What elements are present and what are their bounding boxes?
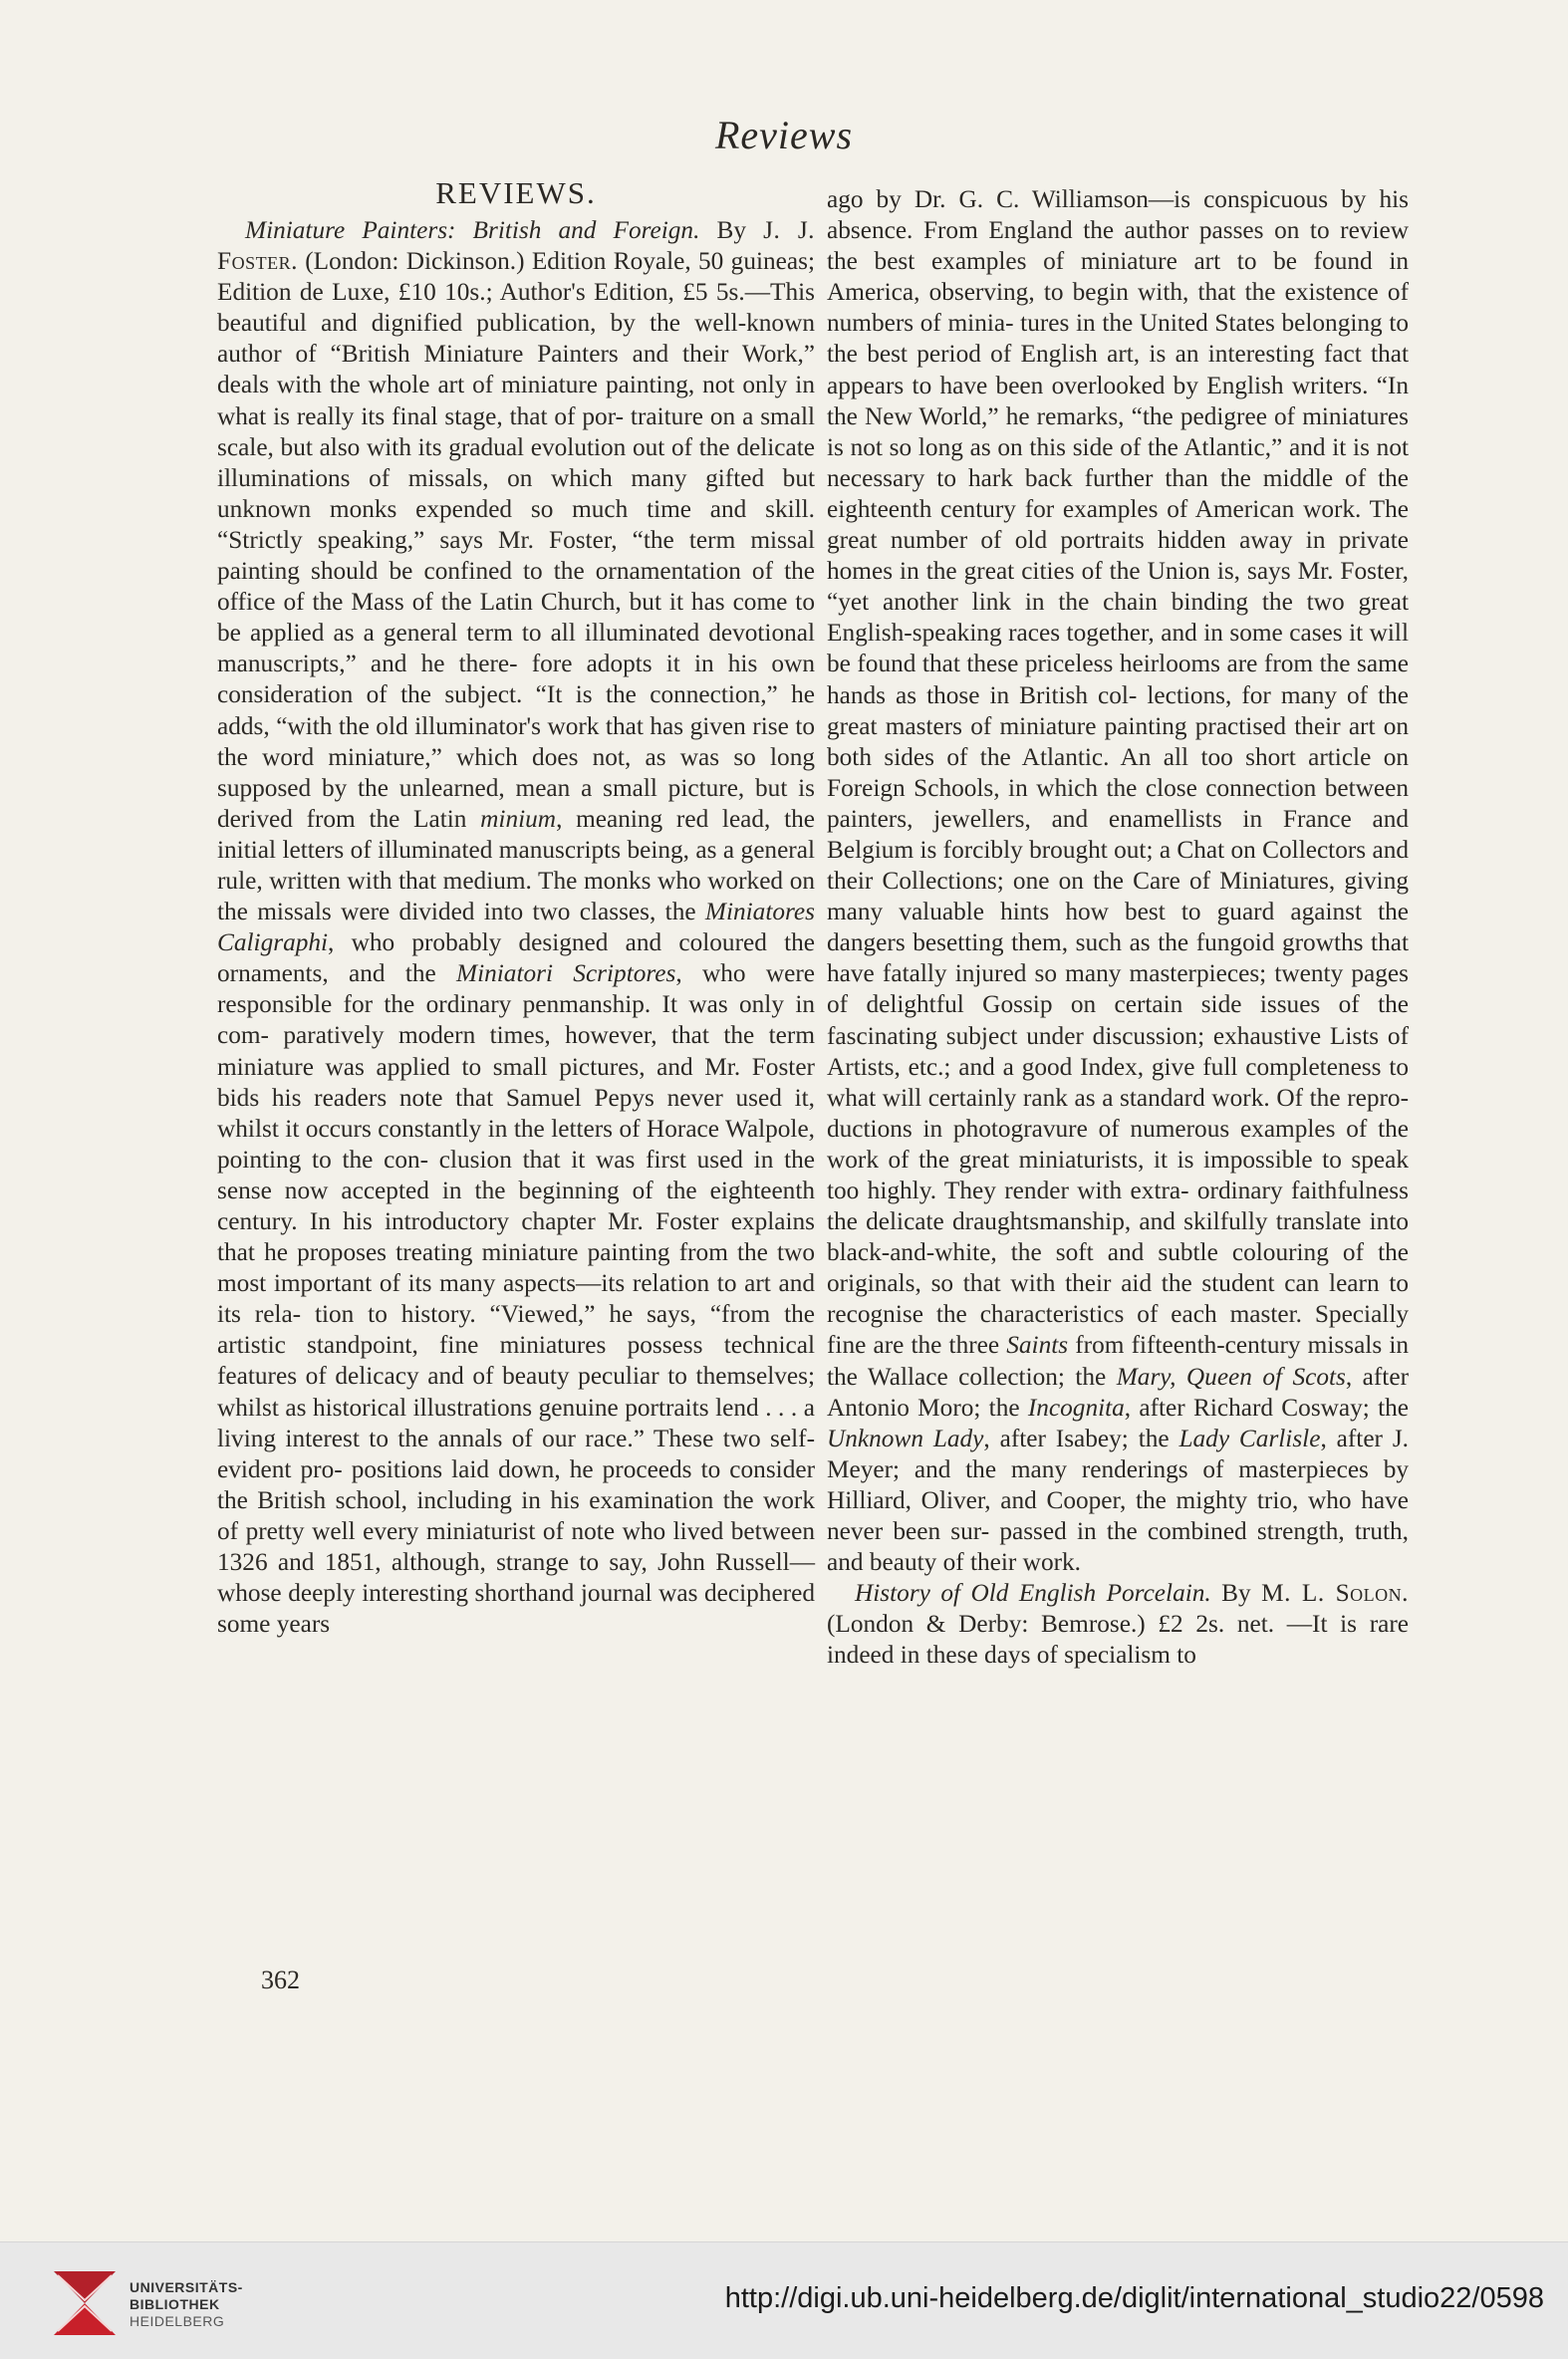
running-head: Reviews (714, 113, 854, 157)
book-title: Miniature Painters: British and Foreign. (245, 216, 700, 244)
library-footer (0, 2241, 1568, 2359)
review-text: (London & Derby: Bemrose.) £2 2s. net. —It is rare indeed in these days of specialism to (827, 1610, 1409, 1670)
book-author: M. L. Solon. (1261, 1579, 1409, 1608)
review-old-english-porcelain: History of Old English Porcelain. By M. L. Solon. (London & Derby: Bemrose.) £2 2s. net. —It is rare indeed in these days of specialism to (827, 1579, 1409, 1670)
section-heading: REVIEWS. (435, 175, 597, 210)
library-name: UNIVERSITÄTS- BIBLIOTHEK HEIDELBERG (130, 2279, 243, 2329)
left-column (217, 175, 815, 1640)
italic-term: minium (480, 804, 557, 833)
italic-term: Miniatores Caligraphi (217, 898, 815, 957)
library-logo-icon (48, 2269, 122, 2337)
italic-term: Mary, Queen of Scots (1116, 1362, 1346, 1391)
source-url[interactable]: http://digi.ub.uni-heidelberg.de/diglit/international_studio22/0598 (724, 2282, 1544, 2314)
italic-term: Miniatori Scriptores (456, 959, 676, 988)
italic-term: Unknown Lady (827, 1424, 984, 1452)
review-continuation: ago by Dr. G. C. Williamson—is conspicuous by his absence. From England the author passes on to review the best examples of miniature art to be found in America, observing, to begin with, that the existence of numbers of minia- tures in the United States belonging to the best period of English art, is an interesting fact that appears to have been overlooked by English writers. “In the New World,” he remarks, “the pedigree of miniatures is not so long as on this side of the Atlantic,” and it is not necessary to hark back further than the middle of the eighteenth century for examples of American work. The great number of old portraits hidden away in private homes in the great cities of the Union is, says Mr. Foster, “yet another link in the chain binding the two great English-speaking races together, and in some cases it will be found that these priceless heirlooms are from the same hands as those in British col- lections, for many of the great masters of miniature painting practised their art on both sides of the Atlantic. An all too short article on Foreign Schools, in which the close connection between painters, jewellers, and enamellists in France and Belgium is forcibly brought out; a Chat on Collectors and their Collections; one on the Care of Miniatures, giving many valuable hints how best to guard against the dangers besetting them, such as the fungoid growths that have fatally injured so many masterpieces; twenty pages of delightful Gossip on certain side issues of the fascinating subject under discussion; exhaustive Lists of Artists, etc.; and a good Index, give full completeness to what will certainly rank as a standard work. Of the repro- ductions in photogravure of numerous examples of the work of the great miniaturists, it is impossible to speak too highly. They render with extra- ordinary faithfulness the delicate draughtsmanship, and skilfully translate into black-and-white, the soft and subtle colouring of the originals, so that with their aid the student can learn to recognise the characteristics of each master. Specially fine are the three Saints from fifteenth-century missals in the Wallace collection; the Mary, Queen of Scots, after Antonio Moro; the Incognita, after Richard Cosway; the Unknown Lady, after Isabey; the Lady Carlisle, after J. Meyer; and the many renderings of masterpieces by Hilliard, Oliver, and Cooper, the mighty trio, who have never been sur- passed in the combined strength, truth, and beauty of their work. (827, 185, 1409, 1577)
italic-term: Saints (1006, 1331, 1069, 1360)
page-number: 362 (261, 1966, 300, 1994)
italic-term: Lady Carlisle (1178, 1424, 1321, 1452)
book-title: History of Old English Porcelain. (855, 1579, 1211, 1608)
review-text: (London: Dickinson.) Edition Royale, 50 guineas; Edition de Luxe, £10 10s.; Author's Edition, £5 5s.—This beautiful and dignified publication, by the well-known author of “British Miniature Painters and their Work,” deals with the whole art of miniature painting, not only in what is really its final stage, that of por- traiture on a small scale, but also with its gradual evolution out of the delicate illuminations of missals, on which many gifted but unknown monks expended so much time and skill. “Strictly speaking,” says Mr. Foster, “the term missal painting should be confined to the ornamentation of the office of the Mass of the Latin Church, but it has come to be applied as a general term to all illuminated devotional manuscripts,” and he there- fore adopts it in his own consideration of the subject. “It is the connection,” he adds, “with the old illuminator's work that has given rise to the word miniature,” which does not, as was so long supposed by the unlearned, mean a small picture, but is derived from the Latin (217, 247, 815, 833)
book-author: J. J. Foster. (217, 216, 816, 276)
right-column (827, 184, 1409, 1672)
italic-term: Incognita (1027, 1393, 1125, 1422)
review-miniature-painters: Miniature Painters: British and Foreign. By J. J. Foster. (London: Dickinson.) Edition Royale, 50 guineas; Edition de Luxe, £10 10s.; Author's Edition, £5 5s.—This beautiful and dignified publication, by the well-known author of “British Miniature Painters and their Work,” deals with the whole art of miniature painting, not only in what is really its final stage, that of por- traiture on a small scale, but also with its gradual evolution out of the delicate illuminations of missals, on which many gifted but unknown monks expended so much time and skill. “Strictly speaking,” says Mr. Foster, “the term missal painting should be confined to the ornamentation of the office of the Mass of the Latin Church, but it has come to be applied as a general term to all illuminated devotional manuscripts,” and he there- fore adopts it in his own consideration of the subject. “It is the connection,” he adds, “with the old illuminator's work that has given rise to the word miniature,” which does not, as was so long supposed by the unlearned, mean a small picture, but is derived from the Latin minium, meaning red lead, the initial letters of illuminated manuscripts being, as a general rule, written with that medium. The monks who worked on the missals were divided into two classes, the Miniatores Caligraphi, who probably designed and coloured the ornaments, and the Miniatori Scriptores, who were responsible for the ordinary penmanship. It was only in com- paratively modern times, however, that the term miniature was applied to small pictures, and Mr. Foster bids his readers note that Samuel Pepys never used it, whilst it occurs constantly in the letters of Horace Walpole, pointing to the con- clusion that it was first used in the sense now accepted in the beginning of the eighteenth century. In his introductory chapter Mr. Foster explains that he proposes treating miniature painting from the two most important of its many aspects—its relation to art and its rela- tion to history. “Viewed,” he says, “from the artistic standpoint, fine miniatures possess technical features of delicacy and of beauty peculiar to themselves; whilst as historical illustrations genuine portraits lend . . . a living interest to the annals of our race.” These two self-evident pro- positions laid down, he proceeds to consider the British school, including in his examination the work of pretty well every miniaturist of note who lived between 1326 and 1851, although, strange to say, John Russell—whose deeply interesting shorthand journal was deciphered some years (217, 216, 816, 1639)
